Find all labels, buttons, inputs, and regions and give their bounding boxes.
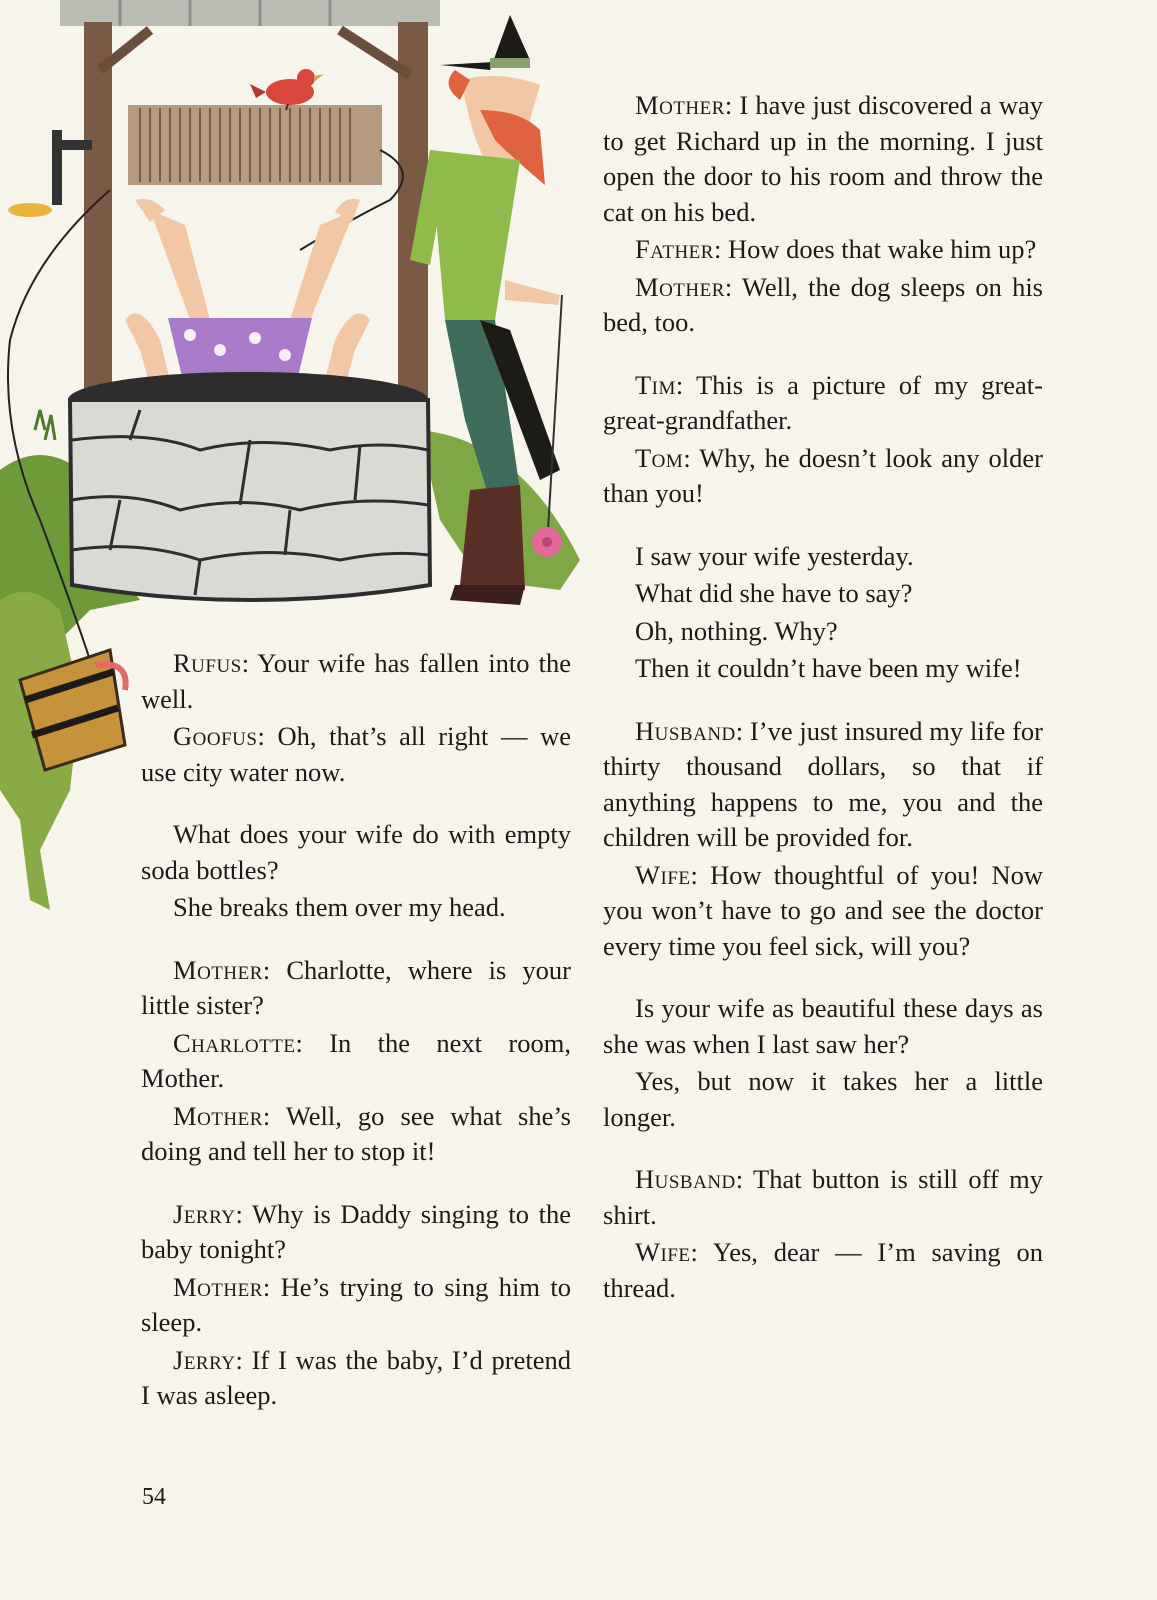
- line-text: Yes, but now it takes her a little longer.: [603, 1066, 1043, 1132]
- speaker-name: Tom: [635, 442, 684, 473]
- roof-icon: [60, 0, 440, 26]
- joke-saw-your-wife: [603, 539, 1043, 687]
- right-column: [603, 88, 1043, 1333]
- dialogue-line: [603, 1064, 1043, 1135]
- line-text: : Well, go see what she’s doing and tell her to stop it!: [141, 1100, 571, 1166]
- line-text: Then it couldn’t have been my wife!: [635, 653, 1022, 683]
- dialogue-line: [141, 719, 571, 790]
- speaker-name: Wife: [635, 859, 691, 890]
- speaker-name: Husband: [635, 1164, 736, 1194]
- line-text: : Oh, that’s all right — we use city water now.: [141, 721, 571, 787]
- dialogue-line: [603, 441, 1043, 512]
- speaker-name: Mother: [635, 90, 725, 120]
- dialogue-line: [141, 953, 571, 1024]
- line-text: : He’s trying to sing him to sleep.: [141, 1271, 571, 1337]
- line-text: : Your wife has fallen into the well.: [141, 648, 571, 714]
- speaker-name: Tim: [635, 369, 676, 400]
- line-text: She breaks them over my head.: [173, 892, 506, 922]
- dialogue-line: [141, 890, 571, 926]
- dialogue-line: [141, 1343, 571, 1414]
- dialogue-line: [141, 646, 571, 717]
- dialogue-line: [141, 817, 571, 888]
- bird-icon: [250, 69, 324, 110]
- joke-insurance: [603, 714, 1043, 965]
- speaker-name: Mother: [173, 1100, 263, 1131]
- speaker-name: Mother: [635, 271, 725, 302]
- speaker-name: Father: [635, 234, 714, 264]
- left-column: [141, 646, 571, 1441]
- dialogue-line: [141, 1270, 571, 1341]
- line-text: : How does that wake him up?: [713, 234, 1037, 264]
- speaker-name: Husband: [635, 715, 736, 746]
- dialogue-line: [603, 1235, 1043, 1306]
- dialogue-line: [603, 576, 1043, 612]
- dialogue-line: [603, 614, 1043, 650]
- dialogue-line: [141, 1197, 571, 1268]
- line-text: : I’ve just insured my life for thirty thousand dollars, so that if anything happens to me, you and the children will be provided for.: [603, 715, 1043, 852]
- line-text: : Well, the dog sleeps on his bed, too.: [603, 271, 1043, 337]
- dialogue-line: [603, 88, 1043, 230]
- dialogue-line: [603, 539, 1043, 575]
- line-text: Is your wife as beautiful these days as she was when I last saw her?: [603, 993, 1043, 1059]
- dialogue-line: [141, 1099, 571, 1170]
- joke-beautiful: [603, 991, 1043, 1135]
- joke-singing: [141, 1197, 571, 1414]
- speaker-name: Goofus: [173, 721, 258, 751]
- joke-little-sister: [141, 953, 571, 1170]
- line-text: What does your wife do with empty soda bottles?: [141, 819, 571, 885]
- dialogue-line: [603, 714, 1043, 856]
- dialogue-line: [603, 651, 1043, 687]
- joke-cat-dog: [603, 88, 1043, 341]
- joke-button: [603, 1162, 1043, 1306]
- dialogue-line: [603, 991, 1043, 1062]
- dialogue-line: [603, 1162, 1043, 1233]
- line-text: : If I was the baby, I’d pretend I was asleep.: [141, 1344, 571, 1410]
- line-text: : That button is still off my shirt.: [603, 1164, 1043, 1230]
- dialogue-line: [603, 368, 1043, 439]
- speaker-name: Jerry: [173, 1344, 236, 1375]
- page-number: 54: [142, 1484, 166, 1510]
- joke-well: [141, 646, 571, 790]
- speaker-name: Rufus: [173, 648, 242, 678]
- line-text: Oh, nothing. Why?: [635, 615, 838, 646]
- stone-wall-icon: [68, 372, 430, 600]
- line-text: : Why, he doesn’t look any older than you!: [603, 442, 1043, 508]
- dialogue-line: [603, 270, 1043, 341]
- dialogue-line: [141, 1026, 571, 1097]
- line-text: : This is a picture of my great-great-grandfather.: [603, 369, 1043, 435]
- line-text: : Charlotte, where is your little sister?: [141, 954, 571, 1020]
- line-text: I saw your wife yesterday.: [635, 540, 914, 571]
- line-text: : Why is Daddy singing to the baby tonight?: [141, 1198, 571, 1264]
- line-text: : In the next room, Mother.: [141, 1027, 571, 1093]
- joke-soda-bottles: [141, 817, 571, 926]
- speaker-name: Jerry: [173, 1198, 236, 1229]
- line-text: : I have just discovered a way to get Richard up in the morning. I just open the door to his room and throw the cat on his bed.: [603, 90, 1043, 227]
- speaker-name: Charlotte: [173, 1027, 296, 1058]
- speaker-name: Wife: [635, 1237, 691, 1267]
- line-text: : Yes, dear — I’m saving on thread.: [603, 1237, 1043, 1303]
- dialogue-line: [603, 858, 1043, 965]
- line-text: What did she have to say?: [635, 578, 913, 608]
- dialogue-line: [603, 232, 1043, 268]
- speaker-name: Mother: [173, 1271, 263, 1302]
- joke-grandfather: [603, 368, 1043, 512]
- line-text: : How thoughtful of you! Now you won’t have to go and see the doctor every time you feel sick, will you?: [603, 859, 1043, 961]
- speaker-name: Mother: [173, 954, 263, 985]
